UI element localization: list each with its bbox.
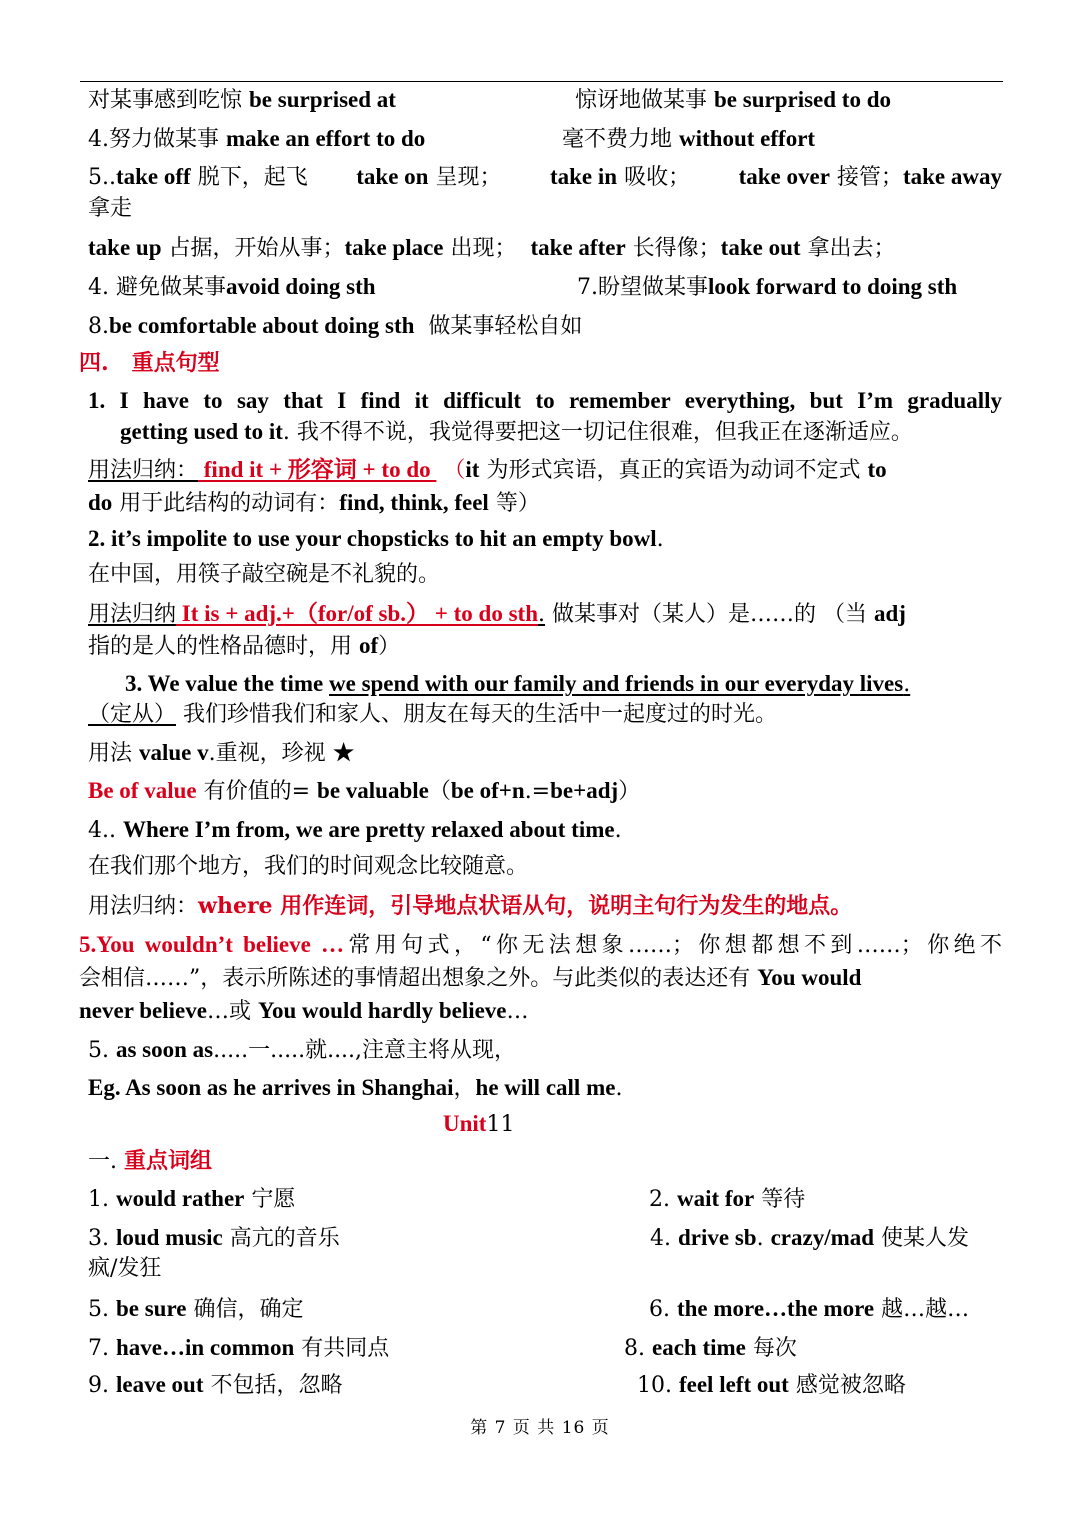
- phrase-zh: 4. 避免做某事: [88, 275, 226, 300]
- phrase-en: would rather: [115, 1186, 245, 1211]
- usage-note: [88, 891, 852, 922]
- phrase-zh: 高亢的音乐: [222, 1226, 340, 1251]
- usage-note-text: .=: [524, 779, 551, 804]
- phrase-en: take away: [902, 164, 1002, 189]
- phrase-en: take off: [115, 164, 191, 189]
- phrase-en: wait for: [676, 1186, 755, 1211]
- item-number: 10.: [637, 1373, 679, 1398]
- phrase-zh: 使某人发: [874, 1226, 970, 1251]
- usage-note-text: You would: [757, 965, 862, 990]
- usage-note-text: it: [465, 457, 480, 482]
- phrase-zh: 拿走: [88, 196, 133, 221]
- phrase-en: each time: [651, 1335, 746, 1360]
- usage-note-cont: [79, 963, 861, 994]
- sentence-en: [79, 930, 1002, 961]
- usage-note-text: 指的是人的性格品德时，用: [88, 634, 359, 659]
- usage-note-text: ）: [618, 779, 641, 804]
- phrase-line: [88, 272, 376, 303]
- sentence-text: .: [614, 818, 622, 843]
- phrase-en: the more…the more: [676, 1296, 875, 1321]
- list-item: [649, 1294, 969, 1325]
- usage-note-text: be valuable: [317, 778, 429, 803]
- sentence-translation: [88, 700, 777, 730]
- section-heading: [79, 348, 220, 378]
- usage-note-text: be+adj: [550, 778, 619, 803]
- phrase-zh: 毫不费力地: [562, 127, 673, 152]
- take-phrases-line: [88, 162, 1002, 193]
- phrase-en: loud music: [115, 1225, 223, 1250]
- usage-note: [88, 776, 640, 807]
- phrase-zh: 等待: [754, 1187, 806, 1212]
- phrase-zh: 呈现；: [428, 165, 502, 190]
- sentence-text: he will call me: [475, 1075, 616, 1100]
- item-number: 5.: [88, 1297, 116, 1322]
- sentence-en: [88, 386, 1002, 416]
- page-footer: 第 7 页 共 16 页: [470, 1418, 610, 1438]
- phrase-zh: 感觉被忽略: [788, 1373, 906, 1398]
- take-phrases-line: [88, 233, 896, 264]
- usage-note-text: 会相信……”，表示所陈述的事情超出想象之外。与此类似的表达还有: [79, 966, 758, 991]
- usage-note: [88, 738, 355, 769]
- phrase-en: take over: [738, 164, 830, 189]
- unit-title: [443, 1109, 514, 1140]
- phrase-en: take in: [549, 164, 618, 189]
- phrase-en: be comfortable about doing sth: [109, 313, 415, 338]
- phrase-zh: 有共同点: [294, 1336, 390, 1361]
- sentence-en: [125, 669, 910, 700]
- translation-zh: 在我们那个地方，我们的时间观念比较随意。: [88, 854, 529, 879]
- list-item: [649, 1184, 805, 1215]
- sentence-text: .: [903, 672, 911, 697]
- usage-note: [88, 599, 906, 630]
- sentence-text: .: [615, 1076, 623, 1101]
- phrase-en: .: [756, 1226, 771, 1251]
- usage-note-text: …: [506, 999, 529, 1024]
- usage-pattern: It is + adj.+（for/of sb.） + to do sth: [176, 601, 538, 626]
- phrase-en: avoid doing sth: [225, 274, 376, 299]
- item-number: 5.: [88, 1038, 116, 1063]
- sentence-text: 2. it’s impolite to use your chopsticks to hit an empty bowl: [88, 526, 657, 551]
- take-phrases-cont: [88, 194, 132, 224]
- sentence-en: [88, 524, 664, 555]
- list-item: [88, 1223, 340, 1254]
- usage-note-text: adj: [873, 601, 906, 626]
- list-item-cont: [88, 1254, 161, 1284]
- phrase-zh: 确信，确定: [186, 1297, 304, 1322]
- usage-label: 用法归纳: [88, 602, 177, 627]
- phrase-en: take after: [530, 235, 626, 260]
- sentence-translation: [88, 560, 440, 590]
- phrase-zh: 7.盼望做某事: [577, 275, 708, 300]
- section-number: 四.: [79, 350, 109, 376]
- phrase-en: drive sb: [677, 1225, 757, 1250]
- usage-note-text: find, think, feel: [339, 490, 489, 515]
- sentence-text: ，: [453, 1076, 476, 1101]
- sentence-text: Where I’m from, we are pretty relaxed about time: [122, 817, 615, 842]
- list-item: [88, 1184, 295, 1215]
- phrase-zh: 每次: [745, 1336, 797, 1361]
- phrase-zh: 出现；: [443, 236, 517, 261]
- relative-clause: we spend with our family and friends in our everyday lives: [329, 671, 904, 696]
- list-item: [650, 1223, 969, 1254]
- phrase-en: feel left out: [678, 1372, 789, 1397]
- list-item: [624, 1333, 797, 1364]
- usage-note-text: be of+n: [450, 778, 525, 803]
- phrase-zh: 对某事感到吃惊: [88, 88, 243, 113]
- phrase-zh: 越…越…: [874, 1297, 970, 1322]
- usage-note-text: .: [538, 602, 545, 627]
- phrase-en: leave out: [115, 1372, 204, 1397]
- usage-note-text: （: [428, 779, 451, 804]
- phrase-line: [575, 85, 891, 116]
- usage-note-text: 做某事对（某人）是……的 （当: [545, 602, 874, 627]
- phrase-en: make an effort to do: [226, 126, 426, 151]
- usage-pattern: find it + 形容词 + to do: [198, 457, 437, 482]
- item-number: 6.: [649, 1297, 677, 1322]
- usage-note-text: ）: [378, 634, 401, 659]
- phrase-zh: 拿出去；: [800, 236, 896, 261]
- phrase-zh: 吸收；: [617, 165, 691, 190]
- usage-note-cont: [88, 488, 540, 519]
- phrase-zh: 宁愿: [244, 1187, 296, 1212]
- sentence-text: 3. We value the time: [125, 671, 329, 696]
- usage-label: 用法归纳：: [88, 894, 199, 919]
- section-title: 重点句型: [131, 350, 220, 376]
- sentence-text: .: [656, 527, 664, 552]
- usage-note-text: 为形式宾语，真正的宾语为动词不定式: [479, 458, 868, 483]
- phrase-zh: 疯/发狂: [88, 1256, 162, 1281]
- section-number: 一.: [88, 1149, 117, 1174]
- section-heading: [88, 1146, 212, 1177]
- sentence-en: [88, 815, 622, 846]
- sentence-translation: [88, 852, 528, 882]
- phrase-en: take on: [356, 164, 429, 189]
- item-number: 1.: [88, 1187, 116, 1212]
- item-number: 3.: [88, 1226, 116, 1251]
- item-number: 7.: [88, 1336, 116, 1361]
- usage-note-text: never believe: [79, 998, 207, 1023]
- phrase-en: have…in common: [115, 1335, 295, 1360]
- phrase-line: [88, 124, 425, 155]
- item-number: 5..: [88, 165, 116, 190]
- usage-note-text: 有价值的=: [196, 779, 318, 804]
- usage-note-text: to: [867, 457, 887, 482]
- translation-zh: . 我不得不说，我觉得要把这一切记住很难，但我正在逐渐适应。: [282, 420, 913, 445]
- phrase-zh: 占据，开始从事；: [161, 236, 345, 261]
- item-number: 9.: [88, 1373, 116, 1398]
- usage-label: 用法: [88, 741, 139, 766]
- usage-note-text: value v: [139, 740, 209, 765]
- phrase-en: take up: [88, 235, 162, 260]
- section-title: 重点词组: [124, 1148, 213, 1174]
- usage-note-text: 常用句式，“你无法想象……；你想都想不到……；你绝不: [343, 933, 1003, 958]
- usage-label: 用法归纳：: [88, 458, 199, 483]
- sentence-text: as soon as: [115, 1037, 214, 1062]
- usage-pattern: Be of value: [88, 778, 197, 803]
- list-item: [88, 1370, 343, 1401]
- phrase-zh: 4.努力做某事: [88, 127, 219, 152]
- phrase-line: [577, 272, 957, 303]
- phrase-en: look forward to doing sth: [708, 274, 958, 299]
- usage-note: [88, 455, 887, 486]
- phrase-line: [562, 124, 815, 155]
- sentence-pattern: 5.You wouldn’t believe …: [79, 932, 344, 957]
- clause-tag: （定从）: [88, 702, 177, 727]
- phrase-en: crazy/mad: [770, 1225, 875, 1250]
- usage-note-text: .重视，珍视 ★: [208, 741, 355, 766]
- list-item: [88, 1333, 389, 1364]
- usage-note-cont: [79, 996, 529, 1027]
- phrase-zh: 脱下，起飞: [190, 165, 308, 190]
- example-sentence: [88, 1073, 622, 1104]
- unit-number: 11: [486, 1112, 515, 1137]
- usage-note-text: .....一.....就....,注意主将从现，: [213, 1038, 517, 1063]
- unit-label: Unit: [443, 1111, 487, 1136]
- usage-note-text: 等）: [488, 491, 540, 516]
- translation-zh: 在中国，用筷子敲空碗是不礼貌的。: [88, 562, 441, 587]
- phrase-line: [88, 85, 396, 116]
- usage-note-text: （: [443, 458, 466, 483]
- phrase-zh: 长得像；: [625, 236, 721, 261]
- list-item: [88, 1294, 303, 1325]
- phrase-en: be surprised to do: [714, 87, 892, 112]
- item-number: 2.: [649, 1187, 677, 1212]
- phrase-line: [88, 311, 582, 342]
- phrase-en: without effort: [679, 126, 816, 151]
- phrase-en: be sure: [115, 1296, 187, 1321]
- usage-note-text: …或: [206, 999, 258, 1024]
- usage-pattern: where 用作连词，引导地点状语从句，说明主句行为发生的地点。: [198, 893, 853, 919]
- sentence-translation: [120, 417, 913, 448]
- sentence-en: [88, 1035, 516, 1066]
- usage-note-text: of: [359, 633, 379, 658]
- phrase-zh: 惊讶地做某事: [575, 88, 708, 113]
- usage-note-text: You would hardly believe: [257, 998, 507, 1023]
- sentence-text: getting used to it: [120, 419, 283, 444]
- phrase-en: be surprised at: [249, 87, 396, 112]
- item-number: 8.: [88, 314, 109, 339]
- usage-note-cont: [88, 631, 400, 662]
- item-number: 8.: [624, 1336, 652, 1361]
- header-rule: [80, 81, 1003, 82]
- phrase-en: take out: [720, 235, 801, 260]
- sentence-text: 1. I have to say that I find it difficult to remember everything, but I’m gradually: [88, 388, 1002, 413]
- sentence-text: Eg. As soon as he arrives in Shanghai: [88, 1075, 454, 1100]
- list-item: [637, 1370, 906, 1401]
- usage-note-text: 用于此结构的动词有：: [112, 491, 340, 516]
- phrase-zh: 做某事轻松自如: [428, 314, 583, 339]
- phrase-en: take place: [344, 235, 444, 260]
- translation-zh: 我们珍惜我们和家人、朋友在每天的生活中一起度过的时光。: [176, 702, 778, 727]
- phrase-zh: 接管；: [829, 165, 903, 190]
- phrase-zh: 不包括，忽略: [203, 1373, 343, 1398]
- item-number: 4.: [650, 1226, 678, 1251]
- usage-note-text: do: [88, 490, 113, 515]
- sentence-text: 4..: [88, 818, 123, 843]
